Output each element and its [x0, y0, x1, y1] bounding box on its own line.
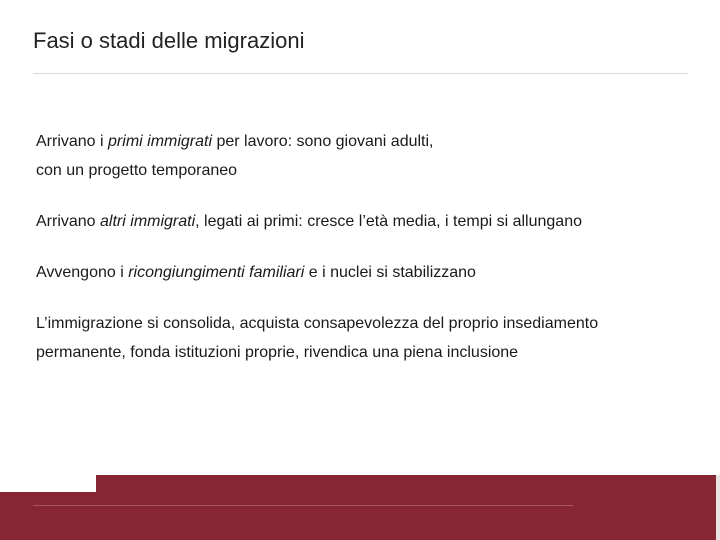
bullet-paragraph: [36, 309, 696, 367]
bullet-paragraph: [36, 127, 696, 185]
text-run: Arrivano: [36, 213, 101, 230]
paragraph-line: [36, 127, 696, 156]
italic-text-run: ricongiungimenti familiari: [128, 264, 305, 281]
italic-text-run: altri immigrati: [100, 213, 196, 230]
paragraph-line: [36, 338, 696, 367]
paragraph-line: [36, 156, 696, 185]
text-run: permanente, fonda istituzioni proprie, rivendica una piena inclusione: [36, 344, 519, 361]
footer-band-step: [0, 492, 96, 540]
title-divider: [33, 73, 688, 74]
italic-text-run: primi immigrati: [108, 133, 213, 150]
text-run: L’immigrazione si consolida, acquista consapevolezza del proprio insediamento: [36, 315, 599, 332]
bullet-paragraph: [36, 258, 696, 287]
footer-divider: [33, 505, 573, 506]
paragraph-line: [36, 309, 696, 338]
text-run: e i nuclei si stabilizzano: [304, 264, 476, 281]
slide-title: Fasi o stadi delle migrazioni: [33, 28, 305, 53]
footer-band: [0, 475, 720, 540]
slide-body: [36, 127, 696, 389]
text-run: , legati ai primi: cresce l’età media, i tempi si allungano: [195, 213, 582, 230]
footer-band-main: [96, 475, 720, 540]
text-run: per lavoro: sono giovani adulti,: [212, 133, 434, 150]
paragraph-line: [36, 258, 696, 287]
footer-band-edge: [716, 475, 720, 540]
text-run: con un progetto temporaneo: [36, 162, 238, 179]
bullet-paragraph: [36, 207, 696, 236]
text-run: Arrivano i: [36, 133, 109, 150]
text-run: Avvengono i: [36, 264, 129, 281]
paragraph-line: [36, 207, 696, 236]
